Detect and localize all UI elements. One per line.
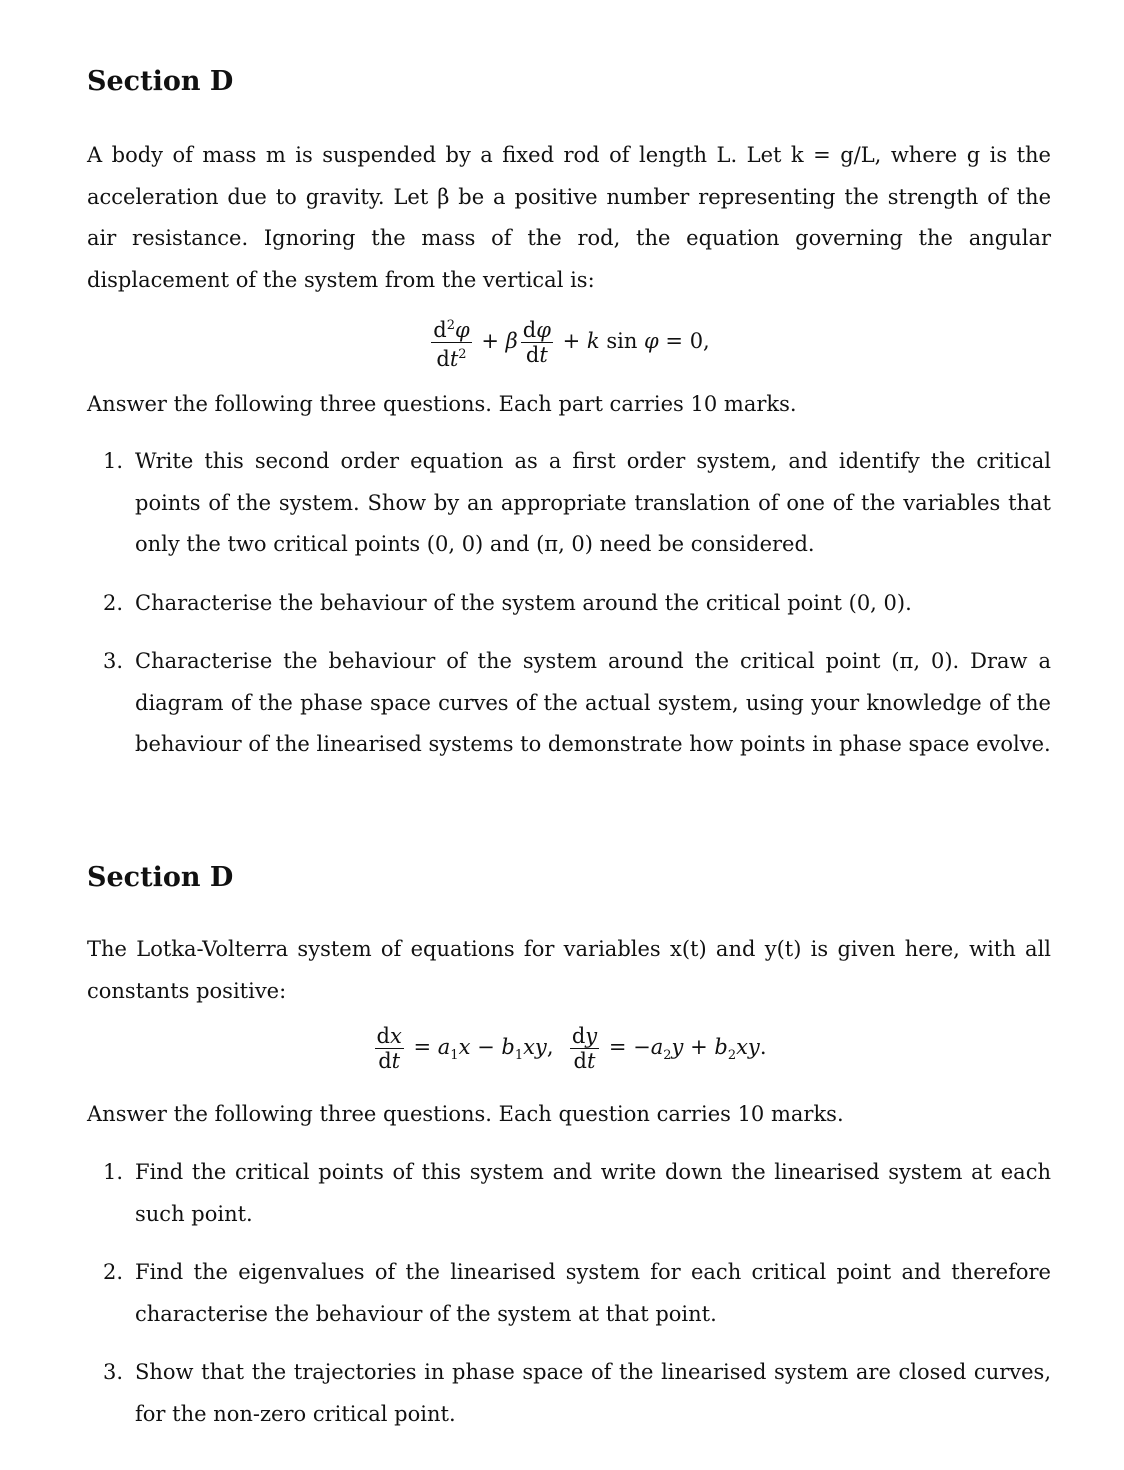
intro-text: A body of mass m is suspended by a fixed rod of length L. Let k = g/L, where g is the acceleration due to gravity. Let β be a positive number representing the strength of the air resistance. Ignoring the mass of the rod, the equation governing the angular displacement of the system from the vertical is: [87, 143, 1051, 292]
question-item [103, 1152, 1051, 1235]
instruction: Answer the following three questions. Each question carries 10 marks. [87, 1102, 844, 1126]
question-number: 3. [103, 1360, 124, 1384]
question-item [103, 1252, 1051, 1335]
question-text: Show that the trajectories in phase space of the linearised system are closed curves, for the non-zero critical point. [135, 1360, 1051, 1426]
question-text: Find the eigenvalues of the linearised system for each critical point and therefore characterise the behaviour of the system at that point. [135, 1260, 1051, 1326]
section-intro [87, 135, 1051, 301]
question-text: Characterise the behaviour of the system around the critical point (0, 0). [135, 591, 912, 615]
question-number: 2. [103, 591, 124, 615]
section-intro [87, 929, 1051, 1012]
lotka-volterra-equations: $\frac{dx}{dt}$ = $a_1x - b_1xy$, $\frac{dy}{dt}$ = $-a_2y + b_2xy$. [376, 1024, 767, 1073]
question-number: 1. [103, 1160, 124, 1184]
question-item [103, 583, 1051, 625]
question-text: Write this second order equation as a first order system, and identify the critical points of the system. Show by an appropriate translation of one of the variables that only the two critical points (0, 0) and (π, 0) need be considered. [135, 449, 1051, 557]
question-number: 3. [103, 649, 124, 673]
section-title: Section D [87, 66, 234, 97]
question-number: 1. [103, 449, 124, 473]
intro-text: The Lotka-Volterra system of equations for variables x(t) and y(t) is given here, with all constants positive: [87, 937, 1051, 1003]
question-text: Find the critical points of this system and write down the linearised system at each such point. [135, 1160, 1051, 1226]
question-item [103, 441, 1051, 566]
question-text: Characterise the behaviour of the system around the critical point (π, 0). Draw a diagram of the phase space curves of the actual system, using your knowledge of the behaviour of the linearised systems to demonstrate how points in phase space evolve. [135, 649, 1051, 757]
question-number: 2. [103, 1260, 124, 1284]
question-item [103, 1352, 1051, 1435]
instruction: Answer the following three questions. Each part carries 10 marks. [87, 392, 797, 416]
question-item [103, 641, 1051, 766]
section-title: Section D [87, 862, 234, 893]
pendulum-equation: $\frac{d^2\varphi}{dt^2}$ + β $\frac{d\varphi}{dt}$ + k sin φ = 0, [87, 314, 1051, 371]
